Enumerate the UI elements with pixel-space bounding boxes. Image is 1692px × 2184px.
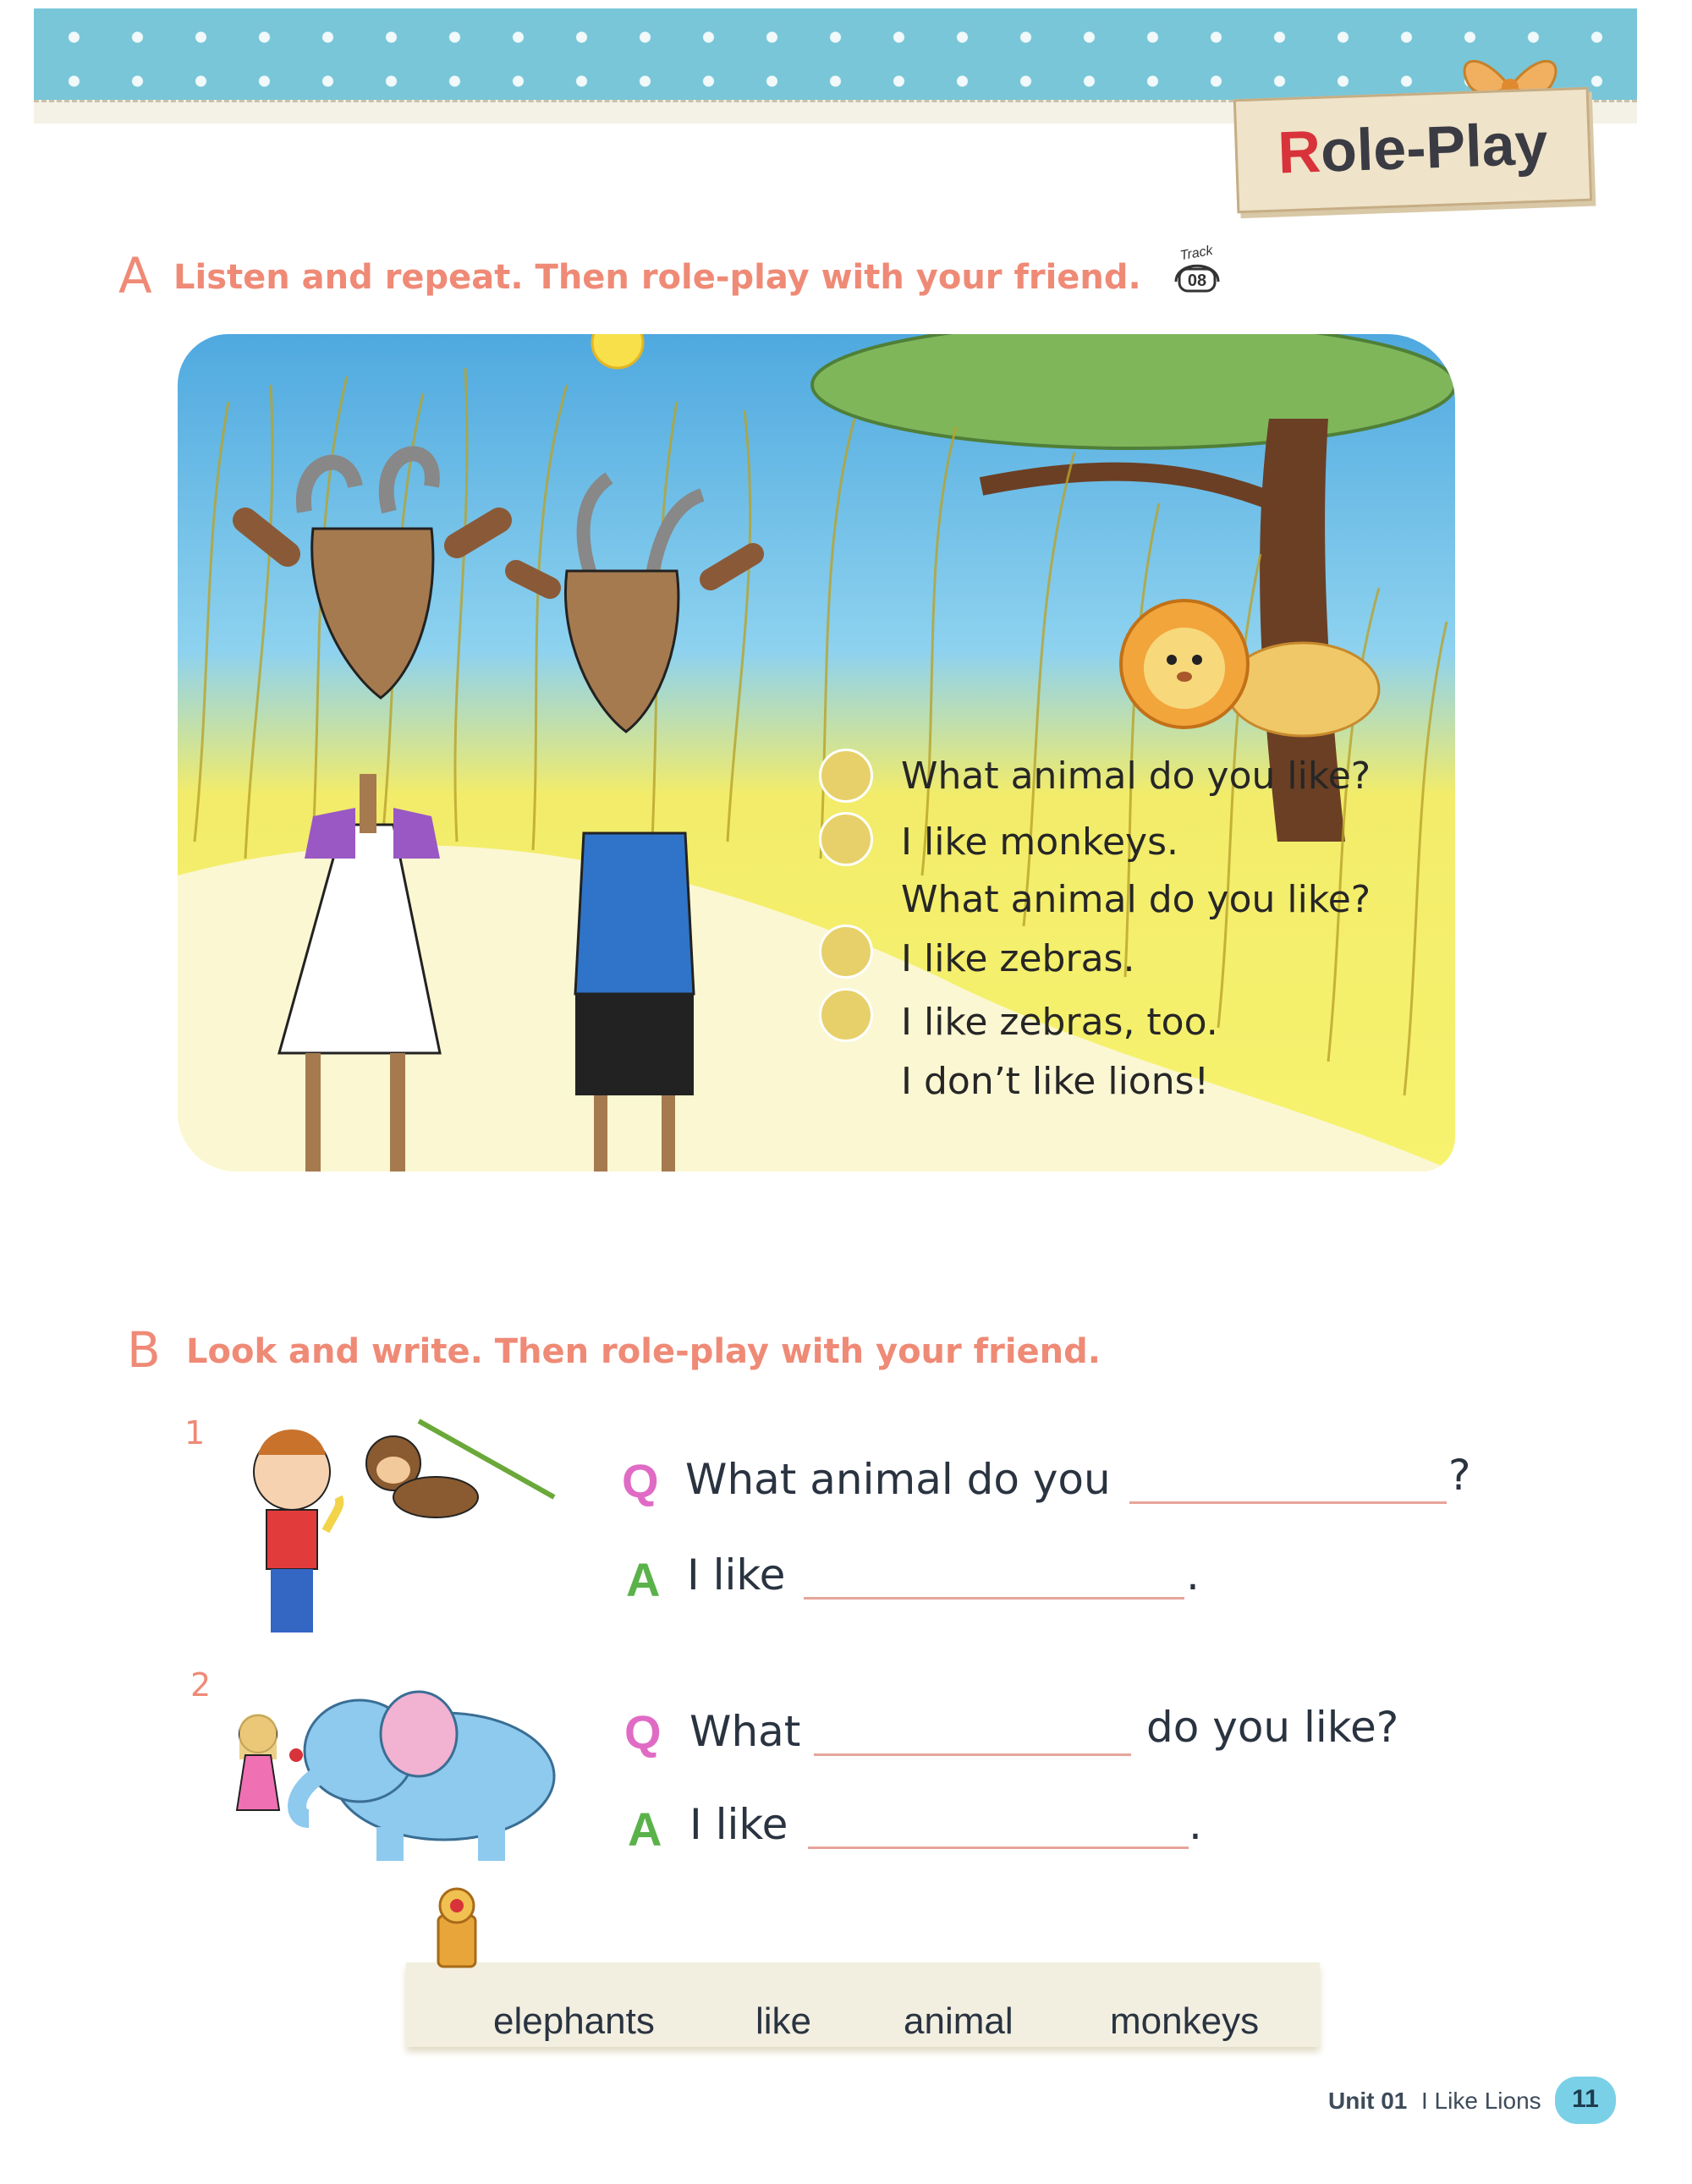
answer-text: I like — [687, 1550, 786, 1600]
speaker-girl-icon — [819, 749, 873, 803]
answer-blank[interactable] — [804, 1597, 1184, 1600]
role-play-tag — [1233, 87, 1592, 214]
page-title: Role-Play — [1277, 110, 1549, 186]
dialog-line: I like zebras, too. — [901, 1001, 1218, 1044]
answer-marker: A — [626, 1553, 661, 1606]
question-end: ? — [1448, 1451, 1471, 1500]
lion-icon — [1121, 601, 1379, 736]
section-a-instruction: Listen and repeat. Then role-play with your friend. — [173, 258, 1141, 297]
question-end: do you like? — [1146, 1703, 1399, 1752]
dialog-line: I don’t like lions! — [901, 1060, 1210, 1103]
answer-blank[interactable] — [1129, 1501, 1447, 1504]
headphones-track-icon[interactable] — [1167, 244, 1227, 294]
footer-unit-title: I Like Lions — [1421, 2088, 1541, 2114]
dialog-line: I like monkeys. — [901, 820, 1178, 864]
paper-clip-icon — [423, 1882, 491, 1975]
speaker-girl-icon — [819, 925, 873, 979]
answer-blank[interactable] — [808, 1847, 1189, 1849]
section-a-letter: A — [118, 247, 152, 305]
girl-and-elephant-icon — [224, 1683, 580, 1869]
word-bank-item: animal — [904, 2000, 1014, 2042]
word-bank-item: elephants — [493, 2000, 655, 2042]
boy-and-monkey-icon — [224, 1404, 563, 1649]
tree-canopy — [812, 334, 1455, 448]
answer-marker: A — [628, 1803, 662, 1856]
page-number: 11 — [1572, 2085, 1599, 2113]
speaker-boy-icon — [819, 988, 873, 1042]
dialog-line: I like zebras. — [901, 937, 1135, 980]
savanna-illustration — [178, 334, 1455, 1172]
question-text: What animal do you — [685, 1455, 1111, 1504]
item-number: 1 — [184, 1414, 206, 1451]
dialog-line: What animal do you like? — [901, 878, 1371, 921]
answer-blank[interactable] — [814, 1753, 1131, 1756]
dialog-line: What animal do you like? — [901, 755, 1371, 798]
answer-text: I like — [689, 1800, 788, 1849]
footer-unit: Unit 01 — [1328, 2088, 1408, 2114]
track-label: Track — [1178, 244, 1214, 264]
question-marker: Q — [624, 1705, 662, 1759]
item-number: 2 — [190, 1666, 212, 1704]
word-bank-item: monkeys — [1110, 2000, 1260, 2042]
section-b-instruction: Look and write. Then role-play with your friend. — [186, 1332, 1101, 1371]
answer-end: . — [1189, 1800, 1202, 1849]
track-number: 08 — [1187, 272, 1207, 290]
speaker-boy-icon — [819, 812, 873, 866]
sun-icon — [592, 334, 643, 368]
section-b-letter: B — [127, 1321, 161, 1379]
question-marker: Q — [622, 1454, 659, 1507]
answer-end: . — [1186, 1550, 1200, 1600]
question-text: What — [689, 1707, 801, 1756]
word-bank-item: like — [755, 2000, 812, 2042]
